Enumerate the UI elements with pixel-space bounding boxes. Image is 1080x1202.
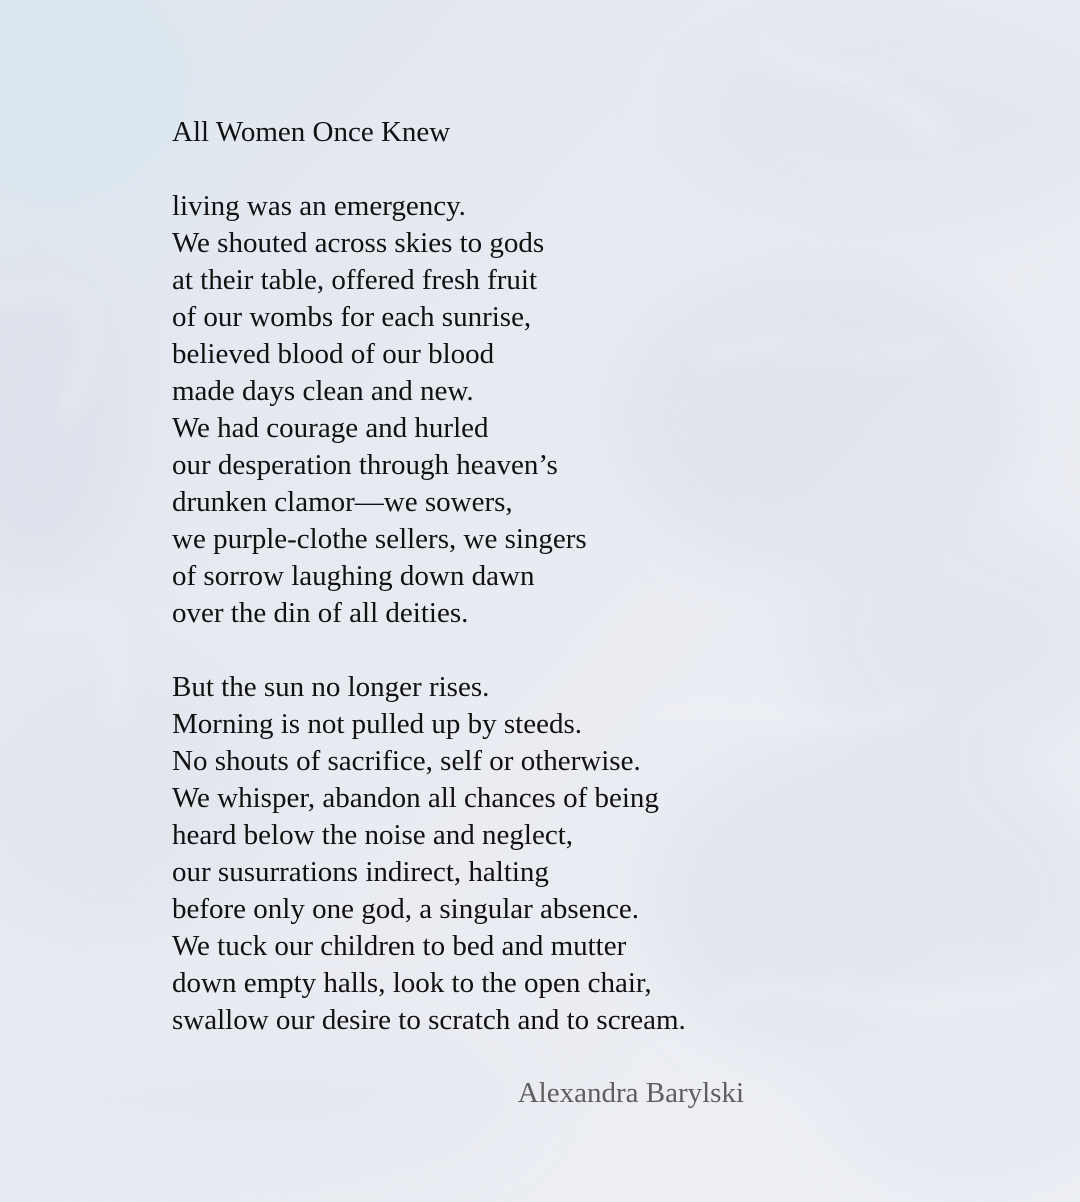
- poem-line: our desperation through heaven’s: [172, 449, 558, 481]
- poem-line: before only one god, a singular absence.: [172, 893, 640, 925]
- poem-line: living was an emergency.: [172, 190, 466, 222]
- poem-line: But the sun no longer rises.: [172, 671, 490, 703]
- poem-line: swallow our desire to scratch and to scream.: [172, 1004, 686, 1036]
- stanza-2: [172, 669, 772, 1039]
- stanza-1: [172, 188, 772, 632]
- poem-line: our susurrations indirect, halting: [172, 856, 549, 888]
- poem-line: Morning is not pulled up by steeds.: [172, 708, 583, 740]
- poem: [172, 114, 772, 1039]
- poem-line: We tuck our children to bed and mutter: [172, 930, 627, 962]
- poem-line: We shouted across skies to gods: [172, 227, 545, 259]
- poem-line: down empty halls, look to the open chair,: [172, 967, 652, 999]
- poem-line: we purple-clothe sellers, we singers: [172, 523, 587, 555]
- poem-line: drunken clamor—we sowers,: [172, 486, 513, 518]
- poem-line: We whisper, abandon all chances of being: [172, 782, 659, 814]
- poem-line: No shouts of sacrifice, self or otherwise.: [172, 745, 641, 777]
- poem-line: of sorrow laughing down dawn: [172, 560, 535, 592]
- poem-line: made days clean and new.: [172, 375, 474, 407]
- author-name: Alexandra Barylski: [517, 1077, 744, 1109]
- poem-line: over the din of all deities.: [172, 597, 469, 629]
- poem-line: believed blood of our blood: [172, 338, 495, 370]
- poem-line: at their table, offered fresh fruit: [172, 264, 538, 296]
- poem-title: All Women Once Knew: [172, 116, 451, 148]
- poem-line: of our wombs for each sunrise,: [172, 301, 532, 333]
- poem-line: heard below the noise and neglect,: [172, 819, 574, 851]
- poem-line: We had courage and hurled: [172, 412, 489, 444]
